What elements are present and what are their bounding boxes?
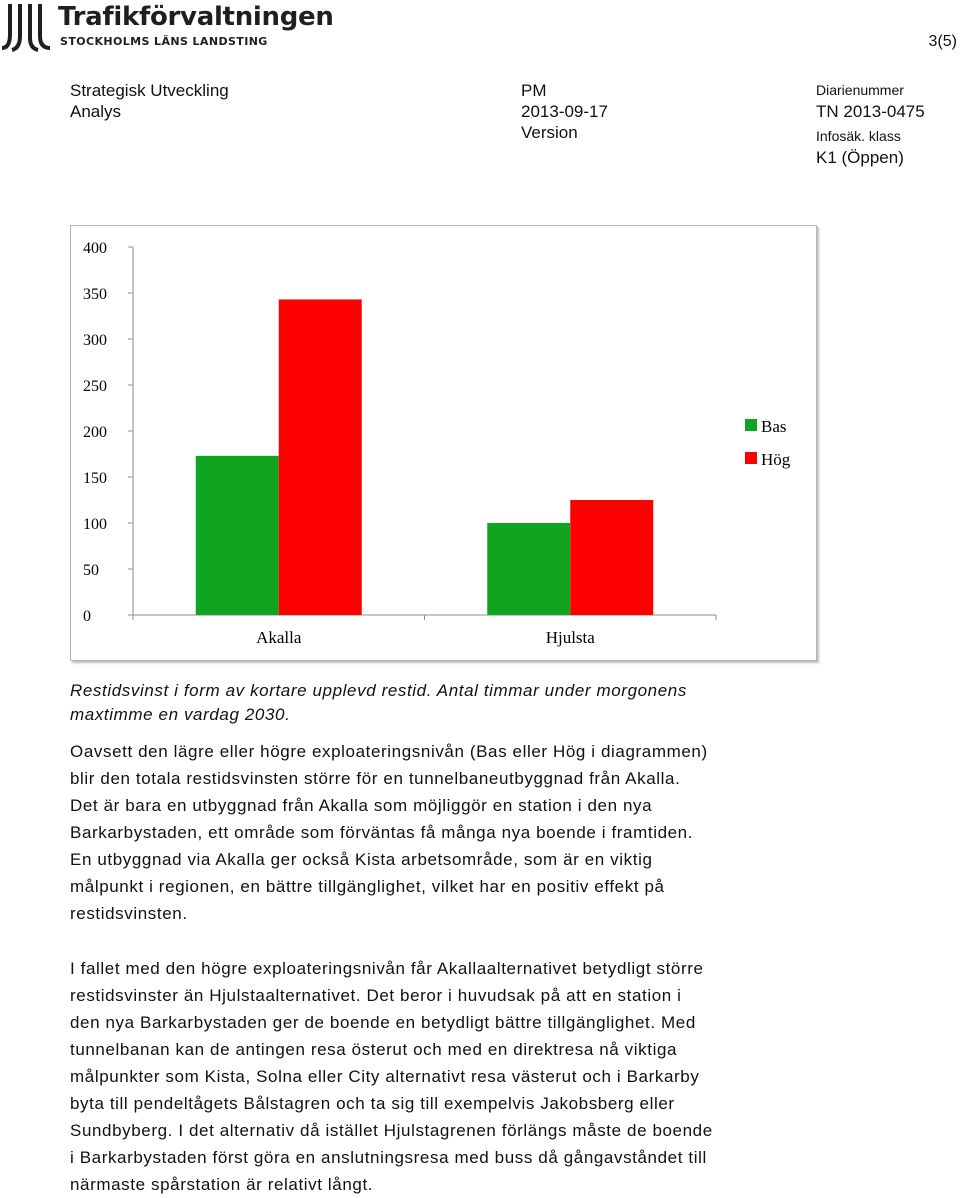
bar-bas-hjulsta: [487, 523, 570, 615]
text-line: målpunkter som Kista, Solna eller City alternativt resa västerut och i Barkarby: [70, 1067, 700, 1086]
y-tick-label: 200: [83, 424, 107, 441]
y-tick-label: 150: [83, 470, 107, 487]
header-registry: [816, 80, 925, 168]
department-name: Strategisk Utveckling: [70, 81, 229, 100]
y-tick-label: 100: [83, 516, 107, 533]
x-category-label: Hjulsta: [545, 628, 595, 647]
body-paragraph-2: [70, 955, 830, 1198]
legend-label: Hög: [761, 450, 791, 469]
header-document-info: [521, 80, 608, 143]
document-version: Version: [521, 123, 578, 142]
bar-chart: [71, 226, 816, 660]
caption-line: Restidsvinst i form av kortare upplevd restid. Antal timmar under morgonens: [70, 681, 687, 700]
classification-label: Infosäk. klass: [816, 128, 901, 144]
text-line: Oavsett den lägre eller högre exploateringsnivån (Bas eller Hög i diagrammen): [70, 742, 708, 761]
unit-name: Analys: [70, 102, 122, 121]
registry-label: Diarienummer: [816, 82, 904, 98]
document-type: PM: [521, 81, 547, 100]
text-line: Barkarbystaden, ett område som förväntas få många nya boende i framtiden.: [70, 823, 694, 842]
registry-number: TN 2013-0475: [816, 102, 925, 121]
body-paragraph-1: [70, 738, 830, 927]
chart-container: [70, 225, 817, 661]
text-line: restidsvinsten.: [70, 904, 188, 923]
y-tick-label: 250: [83, 378, 107, 395]
text-line: Det är bara en utbyggnad från Akalla som möjliggör en station i den nya: [70, 796, 653, 815]
y-tick-label: 300: [83, 332, 107, 349]
org-subtitle: STOCKHOLMS LÄNS LANDSTING: [60, 35, 268, 48]
legend-swatch-bas: [745, 419, 757, 431]
text-line: den nya Barkarbystaden ger de boende en betydligt bättre tillgänglighet. Med: [70, 1013, 696, 1032]
bar-hög-hjulsta: [570, 500, 653, 615]
page-number: 3(5): [928, 33, 957, 50]
y-tick-label: 0: [83, 608, 91, 625]
text-line: närmaste spårstation är relativt långt.: [70, 1175, 374, 1194]
bar-hög-akalla: [279, 299, 362, 615]
text-line: målpunkt i regionen, en bättre tillgänglighet, vilket har en positiv effekt på: [70, 877, 665, 896]
text-line: En utbyggnad via Akalla ger också Kista arbetsområde, som är en viktig: [70, 850, 653, 869]
header-department: [70, 80, 229, 122]
document-date: 2013-09-17: [521, 102, 608, 121]
text-line: tunnelbanan kan de antingen resa österut och med en direktresa nå viktiga: [70, 1040, 678, 1059]
x-category-label: Akalla: [256, 628, 302, 647]
text-line: i Barkarbystaden först göra en anslutningsresa med buss då gångavståndet till: [70, 1148, 707, 1167]
caption-line: maxtimme en vardag 2030.: [70, 705, 291, 724]
legend-label: Bas: [761, 417, 787, 436]
y-tick-label: 350: [83, 286, 107, 303]
classification-value: K1 (Öppen): [816, 148, 904, 167]
y-tick-label: 50: [83, 562, 99, 579]
text-line: Sundbyberg. I det alternativ då istället Hjulstagrenen förlängs måste de boende: [70, 1121, 713, 1140]
text-line: I fallet med den högre exploateringsnivån får Akallaalternativet betydligt större: [70, 959, 704, 978]
bar-bas-akalla: [196, 456, 279, 615]
org-logo-mark: [0, 2, 56, 52]
text-line: restidsvinster än Hjulstaalternativet. Det beror i huvudsak på att en station i: [70, 986, 682, 1005]
org-logo: [0, 0, 334, 56]
chart-caption: [70, 679, 830, 727]
text-line: blir den totala restidsvinsten större för en tunnelbaneutbyggnad från Akalla.: [70, 769, 681, 788]
legend-swatch-hög: [745, 452, 757, 464]
org-name: Trafikförvaltningen: [58, 2, 334, 32]
text-line: byta till pendeltågets Bålstagren och ta sig till exempelvis Jakobsberg eller: [70, 1094, 675, 1113]
y-tick-label: 400: [83, 240, 107, 257]
